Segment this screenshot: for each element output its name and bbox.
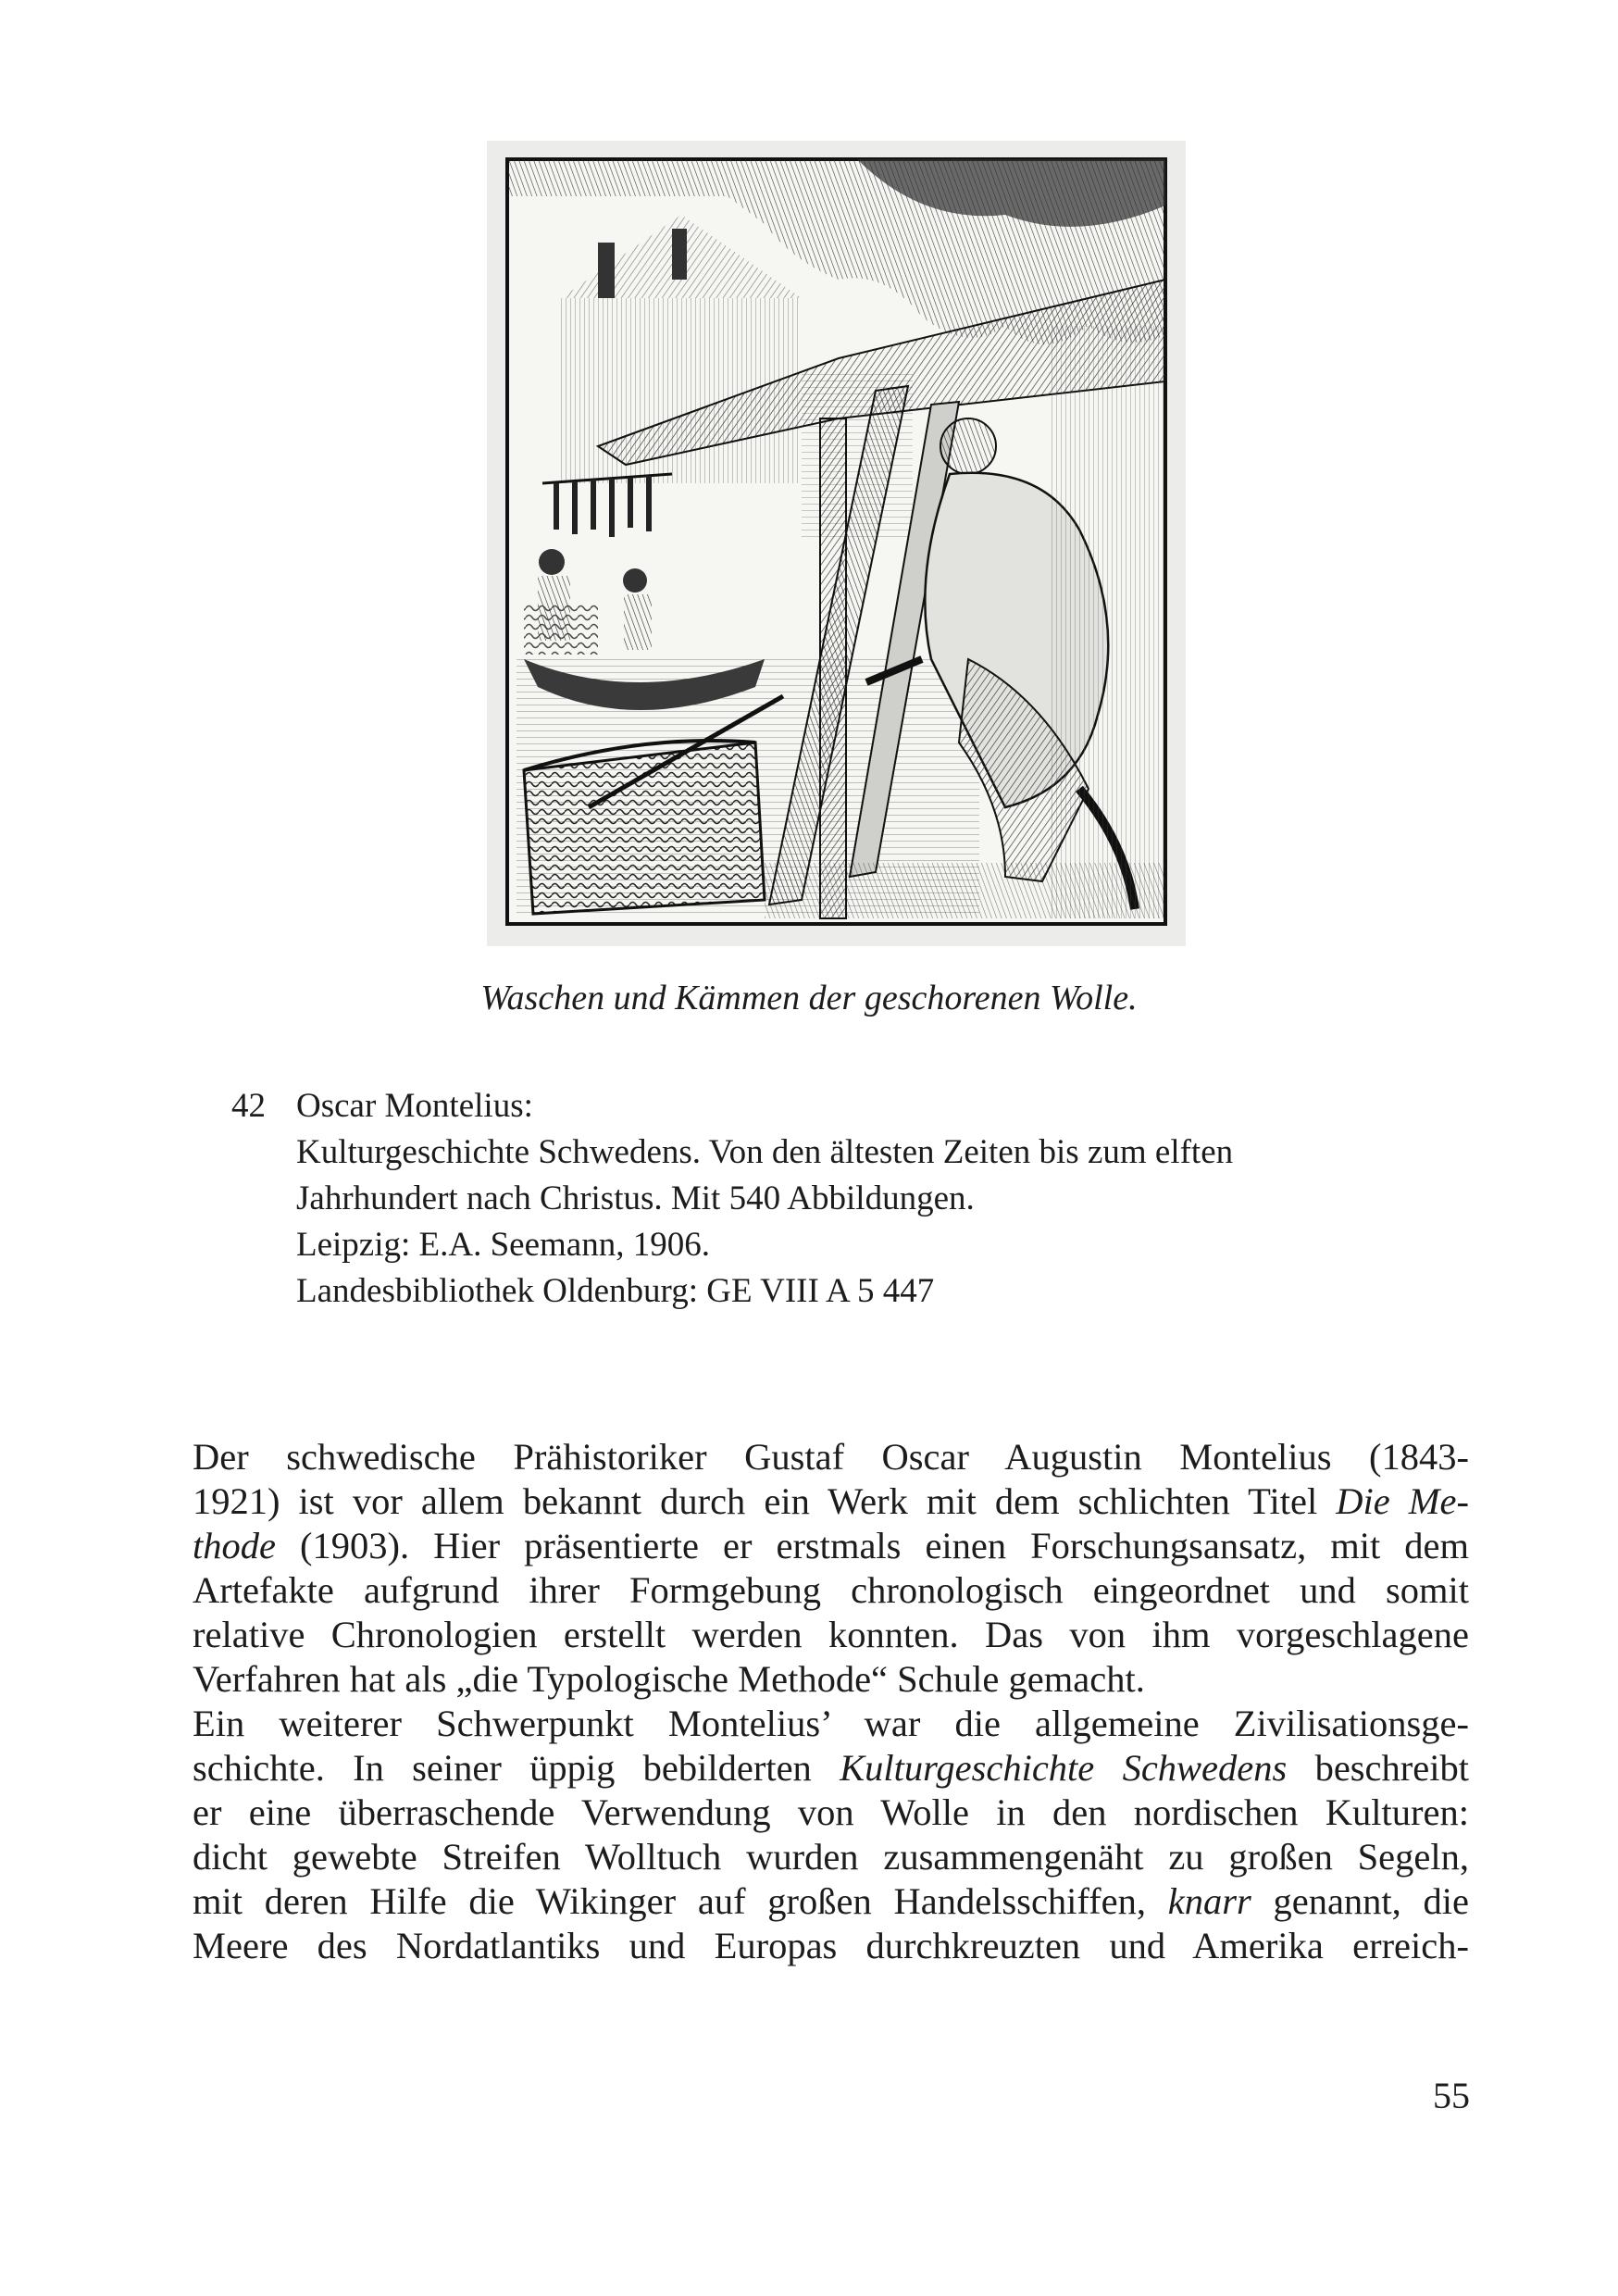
body-line: schichte. In seiner üppig bebilderten Kulturgeschichte Schwedens beschreibt	[193, 1747, 1469, 1789]
engraving-illustration	[487, 141, 1186, 946]
body-line: thode (1903). Hier präsentierte er erstmals einen Forschungsansatz, mit dem	[193, 1525, 1469, 1566]
book-title-die-methode: Die Me-	[1336, 1480, 1469, 1522]
figure-caption: Waschen und Kämmen der geschorenen Wolle.	[480, 979, 1138, 1017]
engraving-wool-washing-image	[487, 141, 1186, 946]
book-title-kulturgeschichte: Kulturgeschichte Schwedens	[840, 1747, 1288, 1789]
body-line: Der schwedische Prähistoriker Gustaf Oscar Augustin Montelius (1843-	[193, 1436, 1469, 1478]
body-line: relative Chronologien erstellt werden konnten. Das von ihm vorgeschlagene	[193, 1614, 1469, 1655]
book-title-die-methode-cont: thode	[193, 1525, 276, 1566]
body-line-paragraph-end: Verfahren hat als „die Typologische Methode“ Schule gemacht.	[193, 1658, 1145, 1700]
catalog-entry-number: 42	[231, 1087, 266, 1125]
body-line: Ein weiterer Schwerpunkt Montelius’ war die allgemeine Zivilisationsge-	[193, 1703, 1469, 1744]
catalog-entry-author: Oscar Montelius:	[296, 1087, 533, 1125]
body-line: Artefakte aufgrund ihrer Formgebung chronologisch eingeordnet und somit	[193, 1569, 1469, 1611]
catalog-entry	[296, 1083, 1453, 1315]
catalog-entry-title: Kulturgeschichte Schwedens. Von den ältesten Zeiten bis zum elften	[296, 1133, 1234, 1171]
body-line: 1921) ist vor allem bekannt durch ein Werk mit dem schlichten Titel Die Me-	[193, 1480, 1469, 1522]
body-line: er eine überraschende Verwendung von Wolle in den nordischen Kulturen:	[193, 1791, 1469, 1833]
page-number: 55	[1433, 2075, 1470, 2116]
body-line: mit deren Hilfe die Wikinger auf großen Handelsschiffen, knarr genannt, die	[193, 1880, 1470, 1922]
body-paragraphs	[193, 1435, 1469, 1968]
term-knarr: knarr	[1167, 1880, 1251, 1922]
catalog-entry-shelfmark: Landesbibliothek Oldenburg: GE VIII A 5 447	[296, 1272, 935, 1310]
body-line: Meere des Nordatlantiks und Europas durchkreuzten und Amerika erreich-	[193, 1925, 1469, 1966]
body-line: dicht gewebte Streifen Wolltuch wurden zusammengenäht zu großen Segeln,	[193, 1836, 1469, 1878]
catalog-entry-title-cont: Jahrhundert nach Christus. Mit 540 Abbildungen.	[296, 1179, 975, 1217]
catalog-entry-publisher: Leipzig: E.A. Seemann, 1906.	[296, 1226, 710, 1264]
